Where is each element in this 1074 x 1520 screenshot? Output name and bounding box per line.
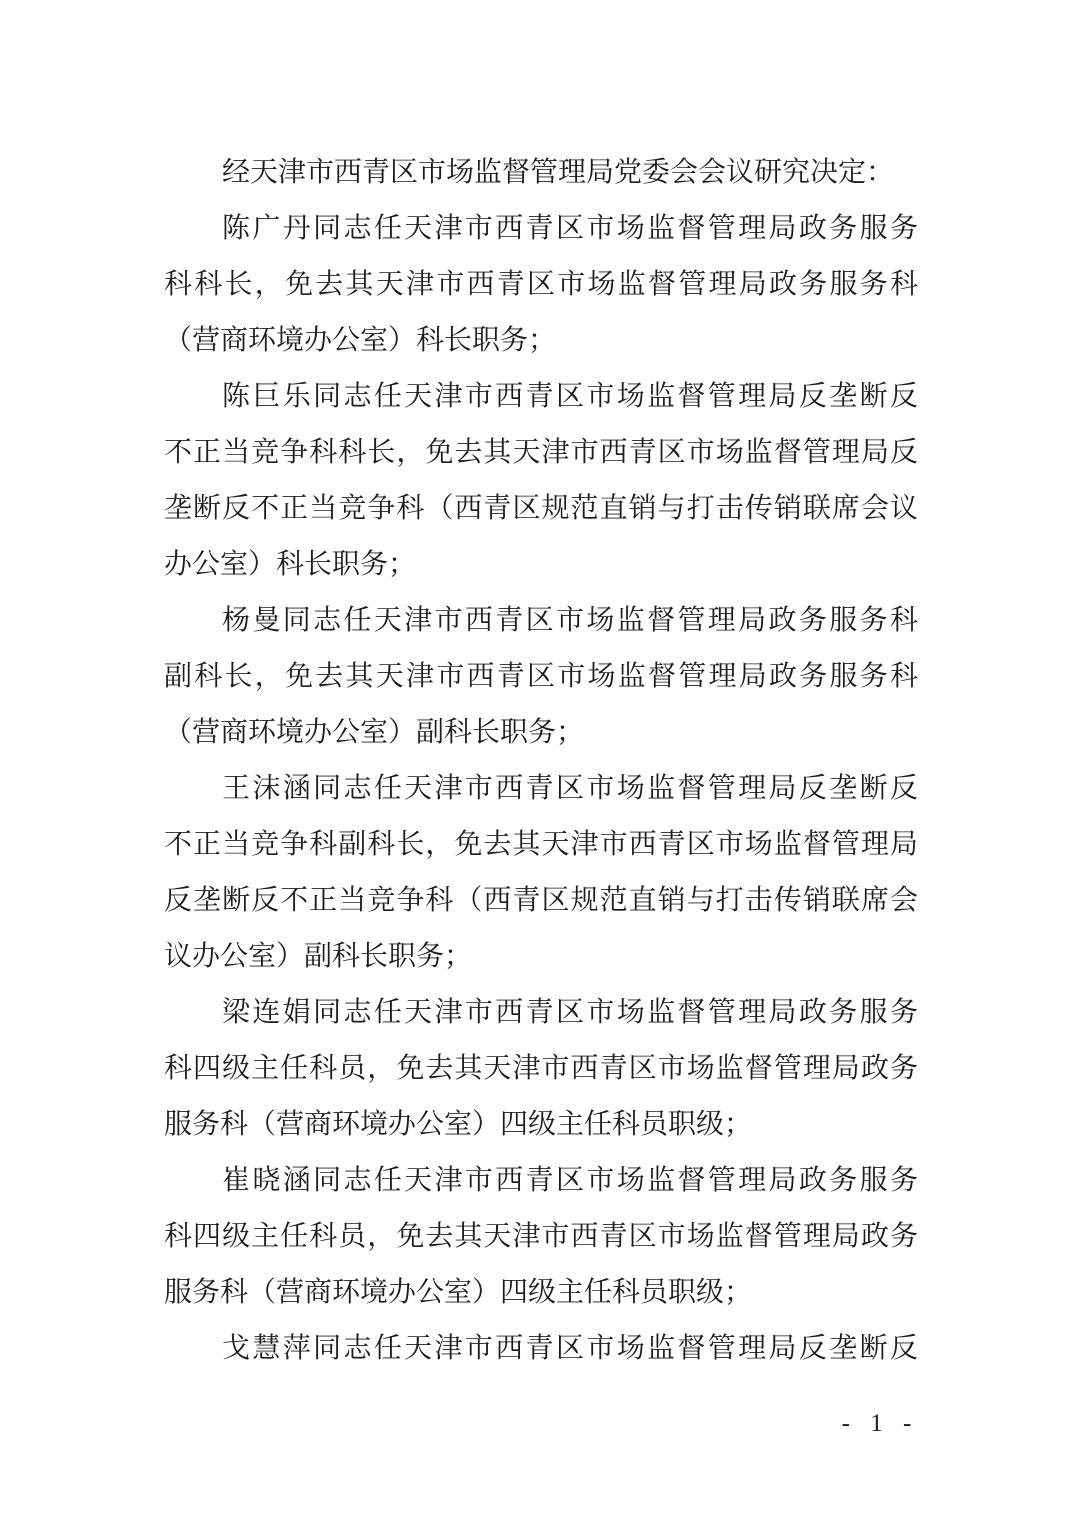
document-line: 服务科（营商环境办公室）四级主任科员职级； [164,1109,753,1140]
document-line: （营商环境办公室）科长职务； [164,325,557,356]
document-line: 陈广丹同志任天津市西青区市场监督管理局政务服务 [222,213,918,244]
document-line: 服务科（营商环境办公室）四级主任科员职级； [164,1277,753,1308]
document-line: 不正当竞争科科长，免去其天津市西青区市场监督管理局反 [164,437,918,468]
document-line: 科四级主任科员，免去其天津市西青区市场监督管理局政务 [164,1053,918,1084]
document-line: 科科长，免去其天津市西青区市场监督管理局政务服务科 [164,269,918,300]
document-line: 反垄断反不正当竞争科（西青区规范直销与打击传销联席会 [164,885,918,916]
document-line: 办公室）科长职务； [164,549,417,580]
document-line: 经天津市西青区市场监督管理局党委会会议研究决定： [222,157,895,188]
document-line: 崔晓涵同志任天津市西青区市场监督管理局政务服务 [222,1165,918,1196]
document-line: 不正当竞争科副科长，免去其天津市西青区市场监督管理局 [164,829,918,860]
document-line: （营商环境办公室）副科长职务； [164,717,585,748]
document-line: 垄断反不正当竞争科（西青区规范直销与打击传销联席会议 [164,493,918,524]
document-line: 梁连娟同志任天津市西青区市场监督管理局政务服务 [222,997,918,1028]
document-line: 陈巨乐同志任天津市西青区市场监督管理局反垄断反 [222,381,918,412]
document-line: 王沫涵同志任天津市西青区市场监督管理局反垄断反 [222,773,918,804]
document-line: 杨曼同志任天津市西青区市场监督管理局政务服务科 [222,605,918,636]
document-line: 副科长，免去其天津市西青区市场监督管理局政务服务科 [164,661,918,692]
document-line: 戈慧萍同志任天津市西青区市场监督管理局反垄断反 [222,1333,918,1364]
page-number: - 1 - [841,1410,919,1437]
document-line: 议办公室）副科长职务； [164,941,473,972]
document-line: 科四级主任科员，免去其天津市西青区市场监督管理局政务 [164,1221,918,1252]
document-body [164,145,918,1377]
